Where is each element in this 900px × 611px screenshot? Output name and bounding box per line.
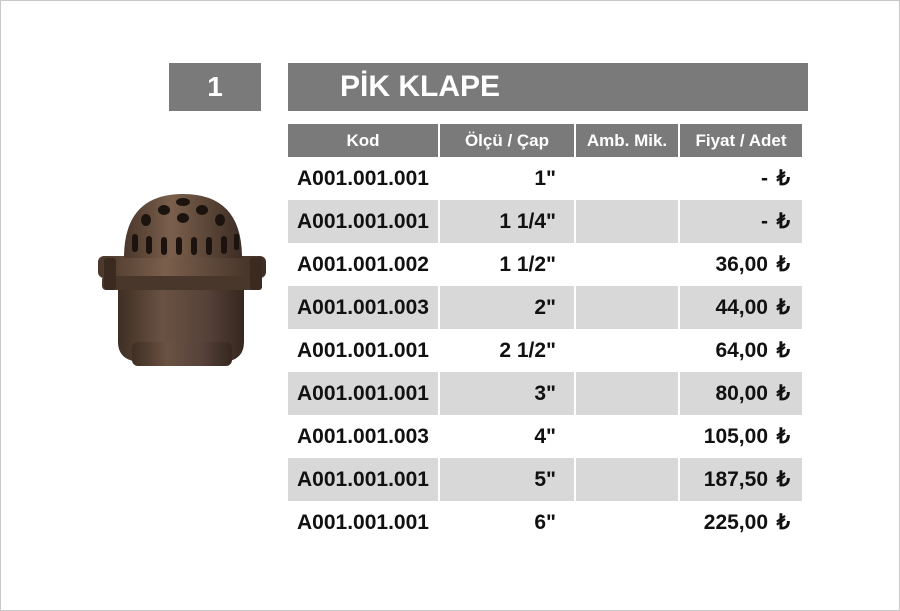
header-fiyat: Fiyat / Adet bbox=[678, 124, 802, 157]
cell-olcu: 1 1/2" bbox=[438, 243, 574, 286]
price-value: 225,00 bbox=[703, 511, 768, 534]
cell-olcu: 1 1/4" bbox=[438, 200, 574, 243]
cell-kod: A001.001.001 bbox=[297, 338, 429, 362]
cell-olcu: 5" bbox=[438, 458, 574, 501]
price-value: - bbox=[761, 167, 768, 190]
cell-fiyat bbox=[678, 286, 802, 329]
cell-fiyat bbox=[678, 372, 802, 415]
section-number: 1 bbox=[169, 63, 261, 111]
table-row bbox=[288, 200, 802, 243]
price-value: 105,00 bbox=[703, 425, 768, 448]
price-table bbox=[288, 124, 802, 544]
cell-kod: A001.001.001 bbox=[288, 458, 438, 501]
cell-amb bbox=[574, 501, 678, 544]
cell-amb bbox=[574, 458, 678, 501]
cell-olcu: 1" bbox=[438, 157, 574, 200]
cell-amb bbox=[574, 243, 678, 286]
price-value: 80,00 bbox=[715, 382, 768, 405]
table-row bbox=[288, 157, 802, 200]
cell-amb bbox=[574, 286, 678, 329]
cell-kod: A001.001.003 bbox=[297, 424, 429, 448]
price-value: - bbox=[761, 210, 768, 233]
cell-fiyat bbox=[678, 200, 802, 243]
cell-kod: A001.001.002 bbox=[297, 252, 429, 276]
cell-amb bbox=[574, 157, 678, 200]
lira-icon: ₺ bbox=[776, 468, 790, 491]
cell-olcu: 2" bbox=[438, 286, 574, 329]
header-amb: Amb. Mik. bbox=[574, 124, 678, 157]
lira-icon: ₺ bbox=[776, 253, 790, 276]
price-value: 44,00 bbox=[715, 296, 768, 319]
cell-amb bbox=[574, 200, 678, 243]
cell-kod: A001.001.003 bbox=[288, 286, 438, 329]
lira-icon: ₺ bbox=[776, 339, 790, 362]
lira-icon: ₺ bbox=[776, 425, 790, 448]
cell-amb bbox=[574, 372, 678, 415]
table-header-row bbox=[288, 124, 802, 157]
table-row bbox=[288, 415, 802, 458]
price-value: 64,00 bbox=[715, 339, 768, 362]
cell-olcu: 4" bbox=[438, 415, 574, 458]
lira-icon: ₺ bbox=[776, 382, 790, 405]
table-row bbox=[288, 372, 802, 415]
page-title: PİK KLAPE bbox=[288, 63, 808, 111]
table-row bbox=[288, 286, 802, 329]
price-value: 36,00 bbox=[715, 253, 768, 276]
cell-kod: A001.001.001 bbox=[288, 200, 438, 243]
cell-olcu: 2 1/2" bbox=[438, 329, 574, 372]
cell-kod: A001.001.001 bbox=[288, 372, 438, 415]
lira-icon: ₺ bbox=[776, 167, 790, 190]
table-row bbox=[288, 501, 802, 544]
lira-icon: ₺ bbox=[776, 511, 790, 534]
cell-olcu: 6" bbox=[438, 501, 574, 544]
lira-icon: ₺ bbox=[776, 210, 790, 233]
cell-fiyat bbox=[678, 415, 802, 458]
cell-fiyat bbox=[678, 157, 802, 200]
table-row bbox=[288, 458, 802, 501]
table-row bbox=[288, 329, 802, 372]
foot-valve-image bbox=[94, 192, 272, 376]
cell-fiyat bbox=[678, 458, 802, 501]
lira-icon: ₺ bbox=[776, 296, 790, 319]
cell-amb bbox=[574, 329, 678, 372]
header-olcu: Ölçü / Çap bbox=[438, 124, 574, 157]
cell-amb bbox=[574, 415, 678, 458]
cell-kod: A001.001.001 bbox=[297, 510, 429, 534]
cell-fiyat bbox=[678, 243, 802, 286]
table-row bbox=[288, 243, 802, 286]
cell-olcu: 3" bbox=[438, 372, 574, 415]
cell-fiyat bbox=[678, 329, 802, 372]
cell-fiyat bbox=[678, 501, 802, 544]
price-value: 187,50 bbox=[703, 468, 768, 491]
cell-kod: A001.001.001 bbox=[297, 166, 429, 190]
header-kod: Kod bbox=[288, 124, 438, 157]
